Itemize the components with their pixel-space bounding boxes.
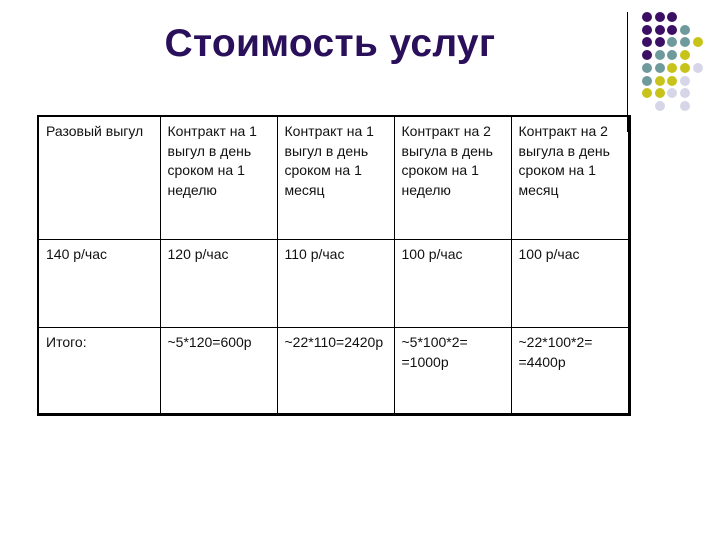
decorative-dot — [642, 37, 652, 47]
decorative-dot — [655, 63, 665, 73]
decorative-dot — [655, 12, 665, 22]
decorative-dot — [655, 76, 665, 86]
decorative-dot — [642, 50, 652, 60]
decorative-dot — [667, 37, 677, 47]
decorative-dot — [680, 101, 690, 111]
decorative-dot — [642, 25, 652, 35]
price-table — [37, 115, 631, 416]
rate-cell: 100 р/час — [394, 240, 511, 328]
decorative-dot — [642, 88, 652, 98]
table-row-totals — [38, 328, 629, 415]
decorative-dot — [667, 63, 677, 73]
total-cell: ~5*100*2= =1000р — [394, 328, 511, 415]
decorative-dot — [642, 63, 652, 73]
decorative-dot — [680, 76, 690, 86]
header-cell-2walks-1week: Контракт на 2 выгула в день сроком на 1 неделю — [394, 116, 511, 240]
decorative-dot — [667, 25, 677, 35]
header-cell-1walk-1month: Контракт на 1 выгул в день сроком на 1 месяц — [277, 116, 394, 240]
decorative-vertical-line — [627, 12, 628, 132]
header-cell-2walks-1month: Контракт на 2 выгула в день сроком на 1 месяц — [511, 116, 629, 240]
decorative-dot — [655, 37, 665, 47]
decorative-dot — [655, 50, 665, 60]
decorative-dot — [680, 63, 690, 73]
decorative-dot — [680, 88, 690, 98]
decorative-dot — [667, 76, 677, 86]
decorative-dot — [667, 50, 677, 60]
table-header-row — [38, 116, 629, 240]
header-cell-1walk-1week: Контракт на 1 выгул в день сроком на 1 неделю — [160, 116, 277, 240]
decorative-dot — [680, 37, 690, 47]
table-row-rates — [38, 240, 629, 328]
header-cell-single-walk: Разовый выгул — [38, 116, 160, 240]
rate-cell: 110 р/час — [277, 240, 394, 328]
decorative-dot — [655, 25, 665, 35]
total-cell: ~22*110=2420р — [277, 328, 394, 415]
decorative-dot — [667, 12, 677, 22]
decorative-dot — [642, 12, 652, 22]
decorative-dot — [693, 63, 703, 73]
rate-cell: 140 р/час — [38, 240, 160, 328]
decorative-dot — [655, 88, 665, 98]
decorative-dot — [680, 25, 690, 35]
total-cell: ~5*120=600р — [160, 328, 277, 415]
total-label-cell: Итого: — [38, 328, 160, 415]
slide-title: Стоимость услуг — [164, 22, 496, 65]
rate-cell: 120 р/час — [160, 240, 277, 328]
total-cell: ~22*100*2= =4400р — [511, 328, 629, 415]
decorative-dot — [693, 37, 703, 47]
decorative-dot — [655, 101, 665, 111]
decorative-dot — [667, 88, 677, 98]
decorative-dot — [642, 76, 652, 86]
price-table-container — [37, 115, 631, 416]
decorative-dot — [680, 50, 690, 60]
rate-cell: 100 р/час — [511, 240, 629, 328]
decorative-dot-grid — [642, 12, 712, 112]
